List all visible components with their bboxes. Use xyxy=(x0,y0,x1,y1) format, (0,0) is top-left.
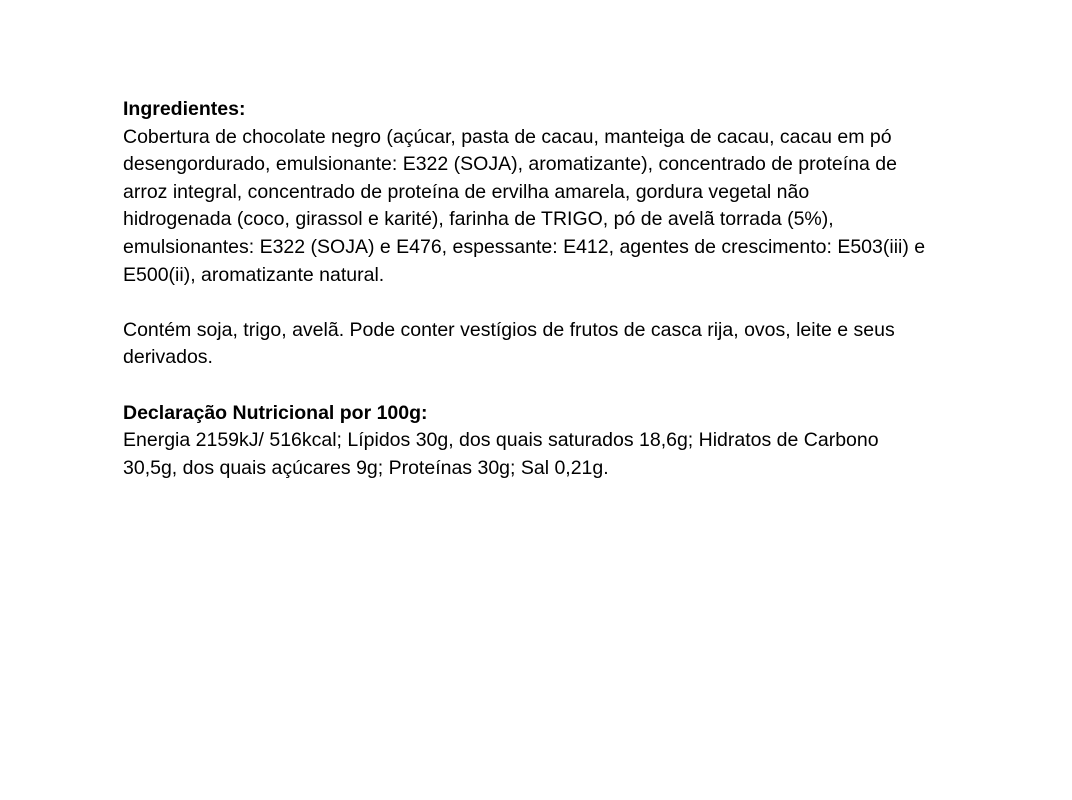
allergens-line: derivados. xyxy=(123,346,213,369)
nutrition-section xyxy=(123,400,983,483)
allergens-line: Contém soja, trigo, avelã. Pode conter vestígios de frutos de casca rija, ovos, leite e seus xyxy=(123,318,895,341)
ingredients-section xyxy=(123,96,983,289)
ingredients-line: arroz integral, concentrado de proteína de ervilha amarela, gordura vegetal não xyxy=(123,180,810,203)
nutrition-heading: Declaração Nutricional por 100g: xyxy=(123,401,428,424)
label-document xyxy=(123,96,983,482)
paragraph-spacer xyxy=(123,372,983,400)
allergens-section xyxy=(123,317,983,372)
paragraph-spacer xyxy=(123,289,983,317)
ingredients-line: Cobertura de chocolate negro (açúcar, pasta de cacau, manteiga de cacau, cacau em pó xyxy=(123,125,892,148)
ingredients-heading: Ingredientes: xyxy=(123,98,246,120)
nutrition-line: Energia 2159kJ/ 516kcal; Lípidos 30g, dos quais saturados 18,6g; Hidratos de Carbono xyxy=(123,429,879,452)
ingredients-line: emulsionantes: E322 (SOJA) e E476, espessante: E412, agentes de crescimento: E503(iii) e xyxy=(123,235,926,258)
nutrition-line: 30,5g, dos quais açúcares 9g; Proteínas 30g; Sal 0,21g. xyxy=(123,456,609,479)
ingredients-line: hidrogenada (coco, girassol e karité), farinha de TRIGO, pó de avelã torrada (5%), xyxy=(123,208,834,231)
ingredients-line: desengordurado, emulsionante: E322 (SOJA), aromatizante), concentrado de proteína de xyxy=(123,153,897,176)
ingredients-line: E500(ii), aromatizante natural. xyxy=(123,263,385,286)
